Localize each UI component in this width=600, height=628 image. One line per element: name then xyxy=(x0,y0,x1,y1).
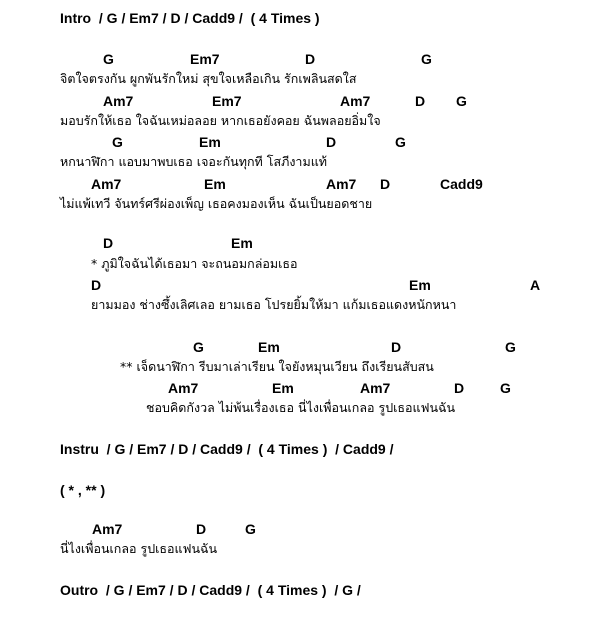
lyric-line: ไม่แพ้เทวี จันทร์ศรีผ่องเพ็ญ เธอคงมองเห็น ฉันเป็นยอดชาย xyxy=(60,196,373,211)
chord: D xyxy=(103,235,114,251)
chord: Am7 xyxy=(168,380,199,396)
chord: G xyxy=(395,134,406,150)
lyric-line: * ภูมิใจฉันได้เธอมา จะถนอมกล่อมเธอ xyxy=(91,256,298,271)
outro-line: Outro / G / Em7 / D / Cadd9 / ( 4 Times ) / G / xyxy=(60,582,361,598)
chord: G xyxy=(103,51,114,67)
chord: Am7 xyxy=(340,93,371,109)
lyric-line: ชอบคิดกังวล ไม่พ้นเรื่องเธอ นี่ไงเพื่อนเกลอ รูปเธอแฟนฉัน xyxy=(146,400,456,415)
chord: G xyxy=(193,339,204,355)
chord: Em xyxy=(199,134,221,150)
lyric-line: ยามมอง ช่างซึ้งเลิศเลอ ยามเธอ โปรยยิ้มให้มา แก้มเธอแดงหนักหนา xyxy=(91,297,457,312)
chord: G xyxy=(505,339,516,355)
chord: Em xyxy=(258,339,280,355)
chord: Em7 xyxy=(190,51,220,67)
chord: Em xyxy=(409,277,431,293)
chord: Am7 xyxy=(92,521,123,537)
lyric-line: นี่ไงเพื่อนเกลอ รูปเธอแฟนฉัน xyxy=(60,541,218,556)
chord: G xyxy=(112,134,123,150)
instru-line: Instru / G / Em7 / D / Cadd9 / ( 4 Times ) / Cadd9 / xyxy=(60,441,394,457)
chord: D xyxy=(91,277,102,293)
chord: D xyxy=(415,93,426,109)
chord: D xyxy=(326,134,337,150)
chord: D xyxy=(391,339,402,355)
chord: G xyxy=(421,51,432,67)
chord: G xyxy=(456,93,467,109)
chord: A xyxy=(530,277,541,293)
chord: Am7 xyxy=(103,93,134,109)
repeat-marker: ( * , ** ) xyxy=(60,482,106,498)
lyric-line: จิตใจตรงกัน ผูกพันรักใหม่ สุขใจเหลือเกิน รักเพลินสดใส xyxy=(60,71,357,86)
lyric-line: หกนาฬิกา แอบมาพบเธอ เจอะกันทุกที โสภีงามแท้ xyxy=(60,154,327,169)
intro-line: Intro / G / Em7 / D / Cadd9 / ( 4 Times ) xyxy=(60,10,320,26)
chord: Em xyxy=(272,380,294,396)
chord: D xyxy=(305,51,316,67)
lyric-line: ** เจ็ดนาฬิกา รีบมาเล่าเรียน ใจยังหมุนเวียน ถึงเรียนสับสน xyxy=(120,359,434,374)
chord: D xyxy=(196,521,207,537)
chord: Am7 xyxy=(91,176,122,192)
chord: Am7 xyxy=(326,176,357,192)
chord: G xyxy=(500,380,511,396)
chord: Cadd9 xyxy=(440,176,483,192)
chord: Am7 xyxy=(360,380,391,396)
chord: Em7 xyxy=(212,93,242,109)
lyric-line: มอบรักให้เธอ ใจฉันเหม่อลอย หากเธอยังคอย ฉันพลอยอิ่มใจ xyxy=(60,113,381,128)
chord: G xyxy=(245,521,256,537)
chord: D xyxy=(380,176,391,192)
chord: Em xyxy=(231,235,253,251)
chord: D xyxy=(454,380,465,396)
chord: Em xyxy=(204,176,226,192)
